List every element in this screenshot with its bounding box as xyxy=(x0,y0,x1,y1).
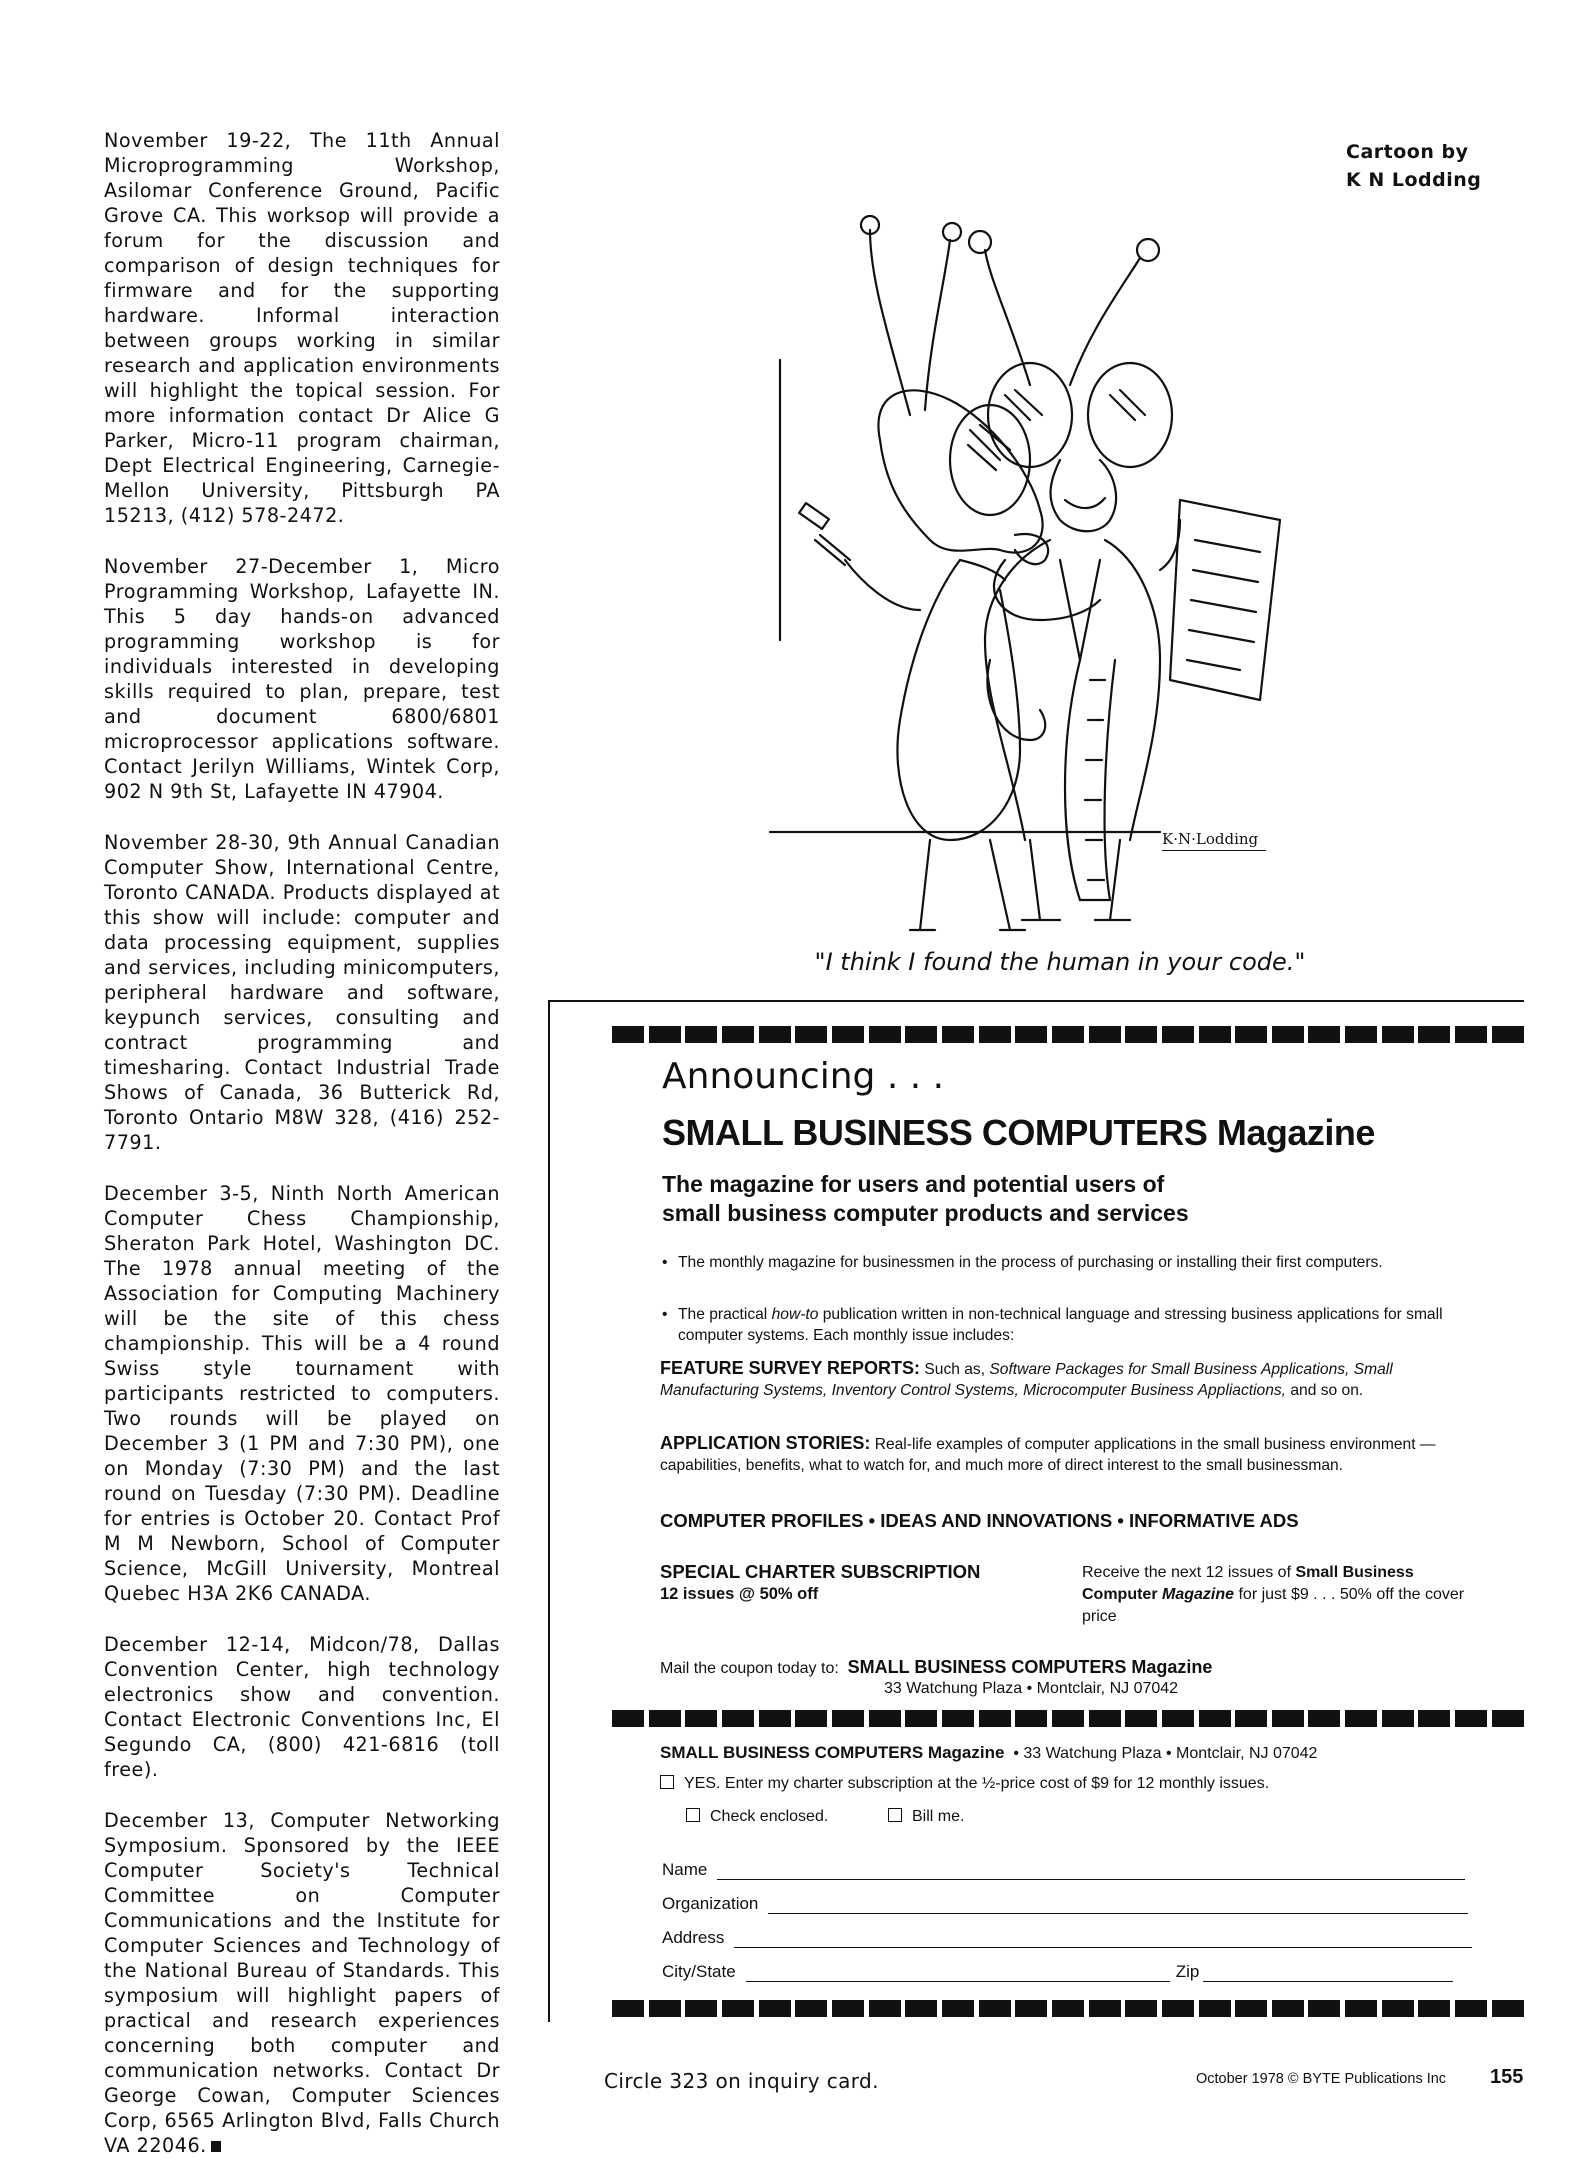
dash xyxy=(905,1710,937,1727)
dash xyxy=(1382,2000,1414,2017)
dash xyxy=(1089,1710,1121,1727)
dash xyxy=(1199,1710,1231,1727)
ad-text: publication written in non-technical language and stressing business applications for small computer systems. Each monthly issue includes: xyxy=(678,1306,1443,1344)
dash xyxy=(1455,1026,1487,1043)
ad-subtitle xyxy=(662,1170,1362,1228)
checkbox-icon[interactable] xyxy=(686,1808,700,1822)
yes-option[interactable] xyxy=(660,1775,1269,1793)
dash xyxy=(649,1026,681,1043)
dash xyxy=(1125,1026,1157,1043)
dash xyxy=(905,1026,937,1043)
dash xyxy=(795,2000,827,2017)
dash xyxy=(685,1026,717,1043)
page-number: 155 xyxy=(1490,2066,1524,2088)
dash xyxy=(905,2000,937,2017)
dash xyxy=(722,1710,754,1727)
ad-text: Receive the next 12 issues of xyxy=(1082,1564,1296,1581)
dash xyxy=(1418,2000,1450,2017)
dash-border-middle xyxy=(612,1710,1524,1727)
ad-top-rule xyxy=(548,1000,1524,1002)
city-state-field[interactable] xyxy=(662,1958,1453,1982)
dash xyxy=(1345,1026,1377,1043)
dash xyxy=(1492,1026,1524,1043)
end-mark xyxy=(211,2141,221,2152)
dash xyxy=(722,2000,754,2017)
dash xyxy=(979,1026,1011,1043)
city-state-input-line[interactable] xyxy=(746,1963,1170,1982)
dash xyxy=(759,1026,791,1043)
charter-offer xyxy=(660,1560,1040,1606)
dash xyxy=(1052,1710,1084,1727)
dash xyxy=(612,1710,644,1727)
dash-border-top xyxy=(612,1026,1524,1043)
dash xyxy=(979,1710,1011,1727)
bill-me-option[interactable] xyxy=(888,1808,964,1826)
address-field[interactable] xyxy=(662,1924,1472,1948)
dash xyxy=(1235,1026,1267,1043)
zip-label: Zip xyxy=(1175,1962,1200,1981)
check-enclosed-option[interactable] xyxy=(686,1808,828,1826)
dash xyxy=(612,2000,644,2017)
dash xyxy=(832,1710,864,1727)
dash xyxy=(1089,1026,1121,1043)
mail-pre: Mail the coupon today to: xyxy=(660,1660,839,1677)
organization-label: Organization xyxy=(662,1894,759,1913)
dash xyxy=(1272,1710,1304,1727)
dash xyxy=(1418,1026,1450,1043)
dash xyxy=(1455,2000,1487,2017)
cartoon-credit-line: K N Lodding xyxy=(1346,169,1482,191)
check-enclosed-label: Check enclosed. xyxy=(710,1808,829,1825)
stories-paragraph xyxy=(660,1433,1480,1476)
organization-field[interactable] xyxy=(662,1890,1468,1914)
feature-label: FEATURE SURVEY REPORTS: xyxy=(660,1358,921,1378)
dash xyxy=(722,1026,754,1043)
dash xyxy=(649,1710,681,1727)
dash xyxy=(1235,1710,1267,1727)
ad-text: Real-life examples of computer applications in the small business environment — capabilities, benefits, what to watch for, and much more of direct interest to the small businessman. xyxy=(660,1436,1436,1474)
cartoon-credit xyxy=(1346,138,1481,194)
organization-input-line[interactable] xyxy=(768,1895,1468,1914)
dash xyxy=(1162,1710,1194,1727)
dash xyxy=(1492,1710,1524,1727)
charter-sub: 12 issues @ 50% off xyxy=(660,1585,819,1603)
event-listing: November 28-30, 9th Annual Canadian Computer Show, International Centre, Toronto CANADA. Products displayed at this show will include: computer and data processing equipment, supplies and services, including minicomputers, peripheral hardware and software, keypunch services, consulting and contract programming and timesharing. Contact Industrial Trade Shows of Canada, 36 Butterick Rd, Toronto Ontario M8W 328, (416) 252-7791. xyxy=(104,831,500,1154)
dash xyxy=(1089,2000,1121,2017)
ad-text: Magazine xyxy=(1157,1586,1235,1603)
dash xyxy=(869,1026,901,1043)
ad-left-rule xyxy=(548,1000,550,2022)
dash xyxy=(1235,2000,1267,2017)
dash xyxy=(1345,1710,1377,1727)
name-label: Name xyxy=(662,1860,708,1879)
address-label: Address xyxy=(662,1928,725,1947)
mail-magazine: SMALL BUSINESS COMPUTERS Magazine xyxy=(847,1657,1213,1677)
dash xyxy=(1308,1026,1340,1043)
inquiry-note: Circle 323 on inquiry card. xyxy=(604,2069,879,2093)
dash xyxy=(1345,2000,1377,2017)
cartoon-credit-line: Cartoon by xyxy=(1346,141,1469,163)
ad-text: Small Business Computer xyxy=(1082,1564,1414,1603)
dash xyxy=(832,2000,864,2017)
dash-border-bottom xyxy=(612,2000,1524,2017)
dash xyxy=(942,1710,974,1727)
dash xyxy=(685,1710,717,1727)
charter-title: SPECIAL CHARTER SUBSCRIPTION xyxy=(660,1561,981,1582)
dash xyxy=(942,1026,974,1043)
event-listing xyxy=(104,1808,500,2158)
dash xyxy=(1199,2000,1231,2017)
dash xyxy=(649,2000,681,2017)
ad-features-line: COMPUTER PROFILES • IDEAS AND INNOVATIONS • INFORMATIVE ADS xyxy=(660,1510,1299,1531)
dash xyxy=(979,2000,1011,2017)
dash xyxy=(1382,1710,1414,1727)
issue-line: October 1978 © BYTE Publications Inc xyxy=(1196,2071,1447,2087)
ad-subtitle-line: small business computer products and services xyxy=(662,1200,1189,1226)
dash xyxy=(1492,2000,1524,2017)
cartoon-illustration xyxy=(760,140,1320,940)
ad-subtitle-line: The magazine for users and potential users of xyxy=(662,1171,1165,1197)
checkbox-icon[interactable] xyxy=(888,1808,902,1822)
dash xyxy=(1125,1710,1157,1727)
ad-announcing: Announcing . . . xyxy=(662,1056,945,1097)
dash xyxy=(759,2000,791,2017)
event-listing: November 19-22, The 11th Annual Microprogramming Workshop, Asilomar Conference Ground, Pacific Grove CA. This worksop will provide a forum for the discussion and comparison of design techniques for firmware and for the supporting hardware. Informal interaction between groups working in similar research and application environments will highlight the topical session. For more information contact Dr Alice G Parker, Micro-11 program chairman, Dept Electrical Engineering, Carnegie-Mellon University, Pittsburgh PA 15213, (412) 578-2472. xyxy=(104,129,500,527)
dash xyxy=(1455,1710,1487,1727)
ad-title: SMALL BUSINESS COMPUTERS Magazine xyxy=(662,1112,1375,1153)
ad-text: for just $9 . . . 50% off the cover price xyxy=(1082,1586,1465,1625)
ad-text: Software Packages for Small Business Applications, Small Manufacturing Systems, Inventory Control Systems, Microcomputer Business Appliactions, xyxy=(660,1361,1393,1399)
stories-label: APPLICATION STORIES: xyxy=(660,1433,871,1453)
dash xyxy=(942,2000,974,2017)
dash xyxy=(1199,1026,1231,1043)
dash xyxy=(832,1026,864,1043)
dash xyxy=(685,2000,717,2017)
charter-details xyxy=(1082,1562,1482,1628)
dash xyxy=(1382,1026,1414,1043)
dash xyxy=(1272,1026,1304,1043)
ad-bullet: • The monthly magazine for businessmen in the process of purchasing or installing their first computers. xyxy=(662,1252,1498,1273)
event-text: December 13, Computer Networking Symposium. Sponsored by the IEEE Computer Society's Technical Committee on Computer Communications and the Institute for Computer Sciences and Technology of the National Bureau of Standards. This symposium will highlight papers of practical and research experiences concerning both computer and communication networks. Contact Dr George Cowan, Computer Sciences Corp, 6565 Arlington Blvd, Falls Church VA 22046. xyxy=(104,1809,500,2157)
name-input-line[interactable] xyxy=(717,1861,1465,1880)
ad-text: Such as, xyxy=(920,1361,990,1378)
coupon-magazine: SMALL BUSINESS COMPUTERS Magazine xyxy=(660,1743,1005,1762)
cartoon-signature: K·N·Lodding xyxy=(1162,830,1266,851)
dash xyxy=(795,1026,827,1043)
dash xyxy=(1162,1026,1194,1043)
dash xyxy=(869,1710,901,1727)
name-field[interactable] xyxy=(662,1856,1465,1880)
mail-line xyxy=(660,1656,1520,1680)
feature-paragraph xyxy=(660,1358,1480,1401)
city-state-label: City/State xyxy=(662,1962,736,1981)
mail-address: 33 Watchung Plaza • Montclair, NJ 07042 xyxy=(884,1680,1179,1697)
bill-me-label: Bill me. xyxy=(912,1808,965,1825)
event-listing: December 12-14, Midcon/78, Dallas Convention Center, high technology electronics show and convention. Contact Electronic Conventions Inc, El Segundo CA, (800) 421-6816 (toll free). xyxy=(104,1633,500,1781)
cartoon-caption: "I think I found the human in your code." xyxy=(814,948,1306,976)
ad-text: how-to xyxy=(771,1306,819,1323)
dash xyxy=(1015,2000,1047,2017)
dash xyxy=(1272,2000,1304,2017)
event-listing: November 27-December 1, Micro Programming Workshop, Lafayette IN. This 5 day hands-on advanced programming workshop is for individuals interested in developing skills required to plan, prepare, test and document 6800/6801 microprocessor applications software. Contact Jerilyn Williams, Wintek Corp, 902 N 9th St, Lafayette IN 47904. xyxy=(104,555,500,803)
coupon-heading xyxy=(660,1743,1317,1763)
yes-label: YES. Enter my charter subscription at the ½-price cost of $9 for 12 monthly issues. xyxy=(684,1775,1270,1792)
event-listing: December 3-5, Ninth North American Computer Chess Championship, Sheraton Park Hotel, Washington DC. The 1978 annual meeting of the Association for Computing Machinery will be the site of this chess championship. This will be a 4 round Swiss style tournament with participants restricted to computers. Two rounds will be played on December 3 (1 PM and 7:30 PM), one on Monday (7:30 PM) and the last round on Tuesday (7:30 PM). Deadline for entries is October 20. Contact Prof M M Newborn, School of Computer Science, McGill University, Montreal Quebec H3A 2K6 CANADA. xyxy=(104,1182,500,1605)
ad-text: and so on. xyxy=(1286,1382,1364,1399)
dash xyxy=(1308,1710,1340,1727)
dash xyxy=(1125,2000,1157,2017)
checkbox-icon[interactable] xyxy=(660,1775,674,1789)
ad-bullet xyxy=(662,1304,1498,1346)
dash xyxy=(1162,2000,1194,2017)
events-column xyxy=(104,128,500,2184)
dash xyxy=(1052,2000,1084,2017)
dash xyxy=(1015,1026,1047,1043)
dash xyxy=(612,1026,644,1043)
dash xyxy=(1308,2000,1340,2017)
dash xyxy=(1015,1710,1047,1727)
dash xyxy=(1052,1026,1084,1043)
coupon-address: • 33 Watchung Plaza • Montclair, NJ 07042 xyxy=(1013,1745,1318,1762)
ad-text: The practical xyxy=(678,1306,772,1323)
address-input-line[interactable] xyxy=(734,1929,1472,1948)
dash xyxy=(795,1710,827,1727)
zip-input-line[interactable] xyxy=(1203,1963,1453,1982)
dash xyxy=(869,2000,901,2017)
dash xyxy=(759,1710,791,1727)
dash xyxy=(1418,1710,1450,1727)
